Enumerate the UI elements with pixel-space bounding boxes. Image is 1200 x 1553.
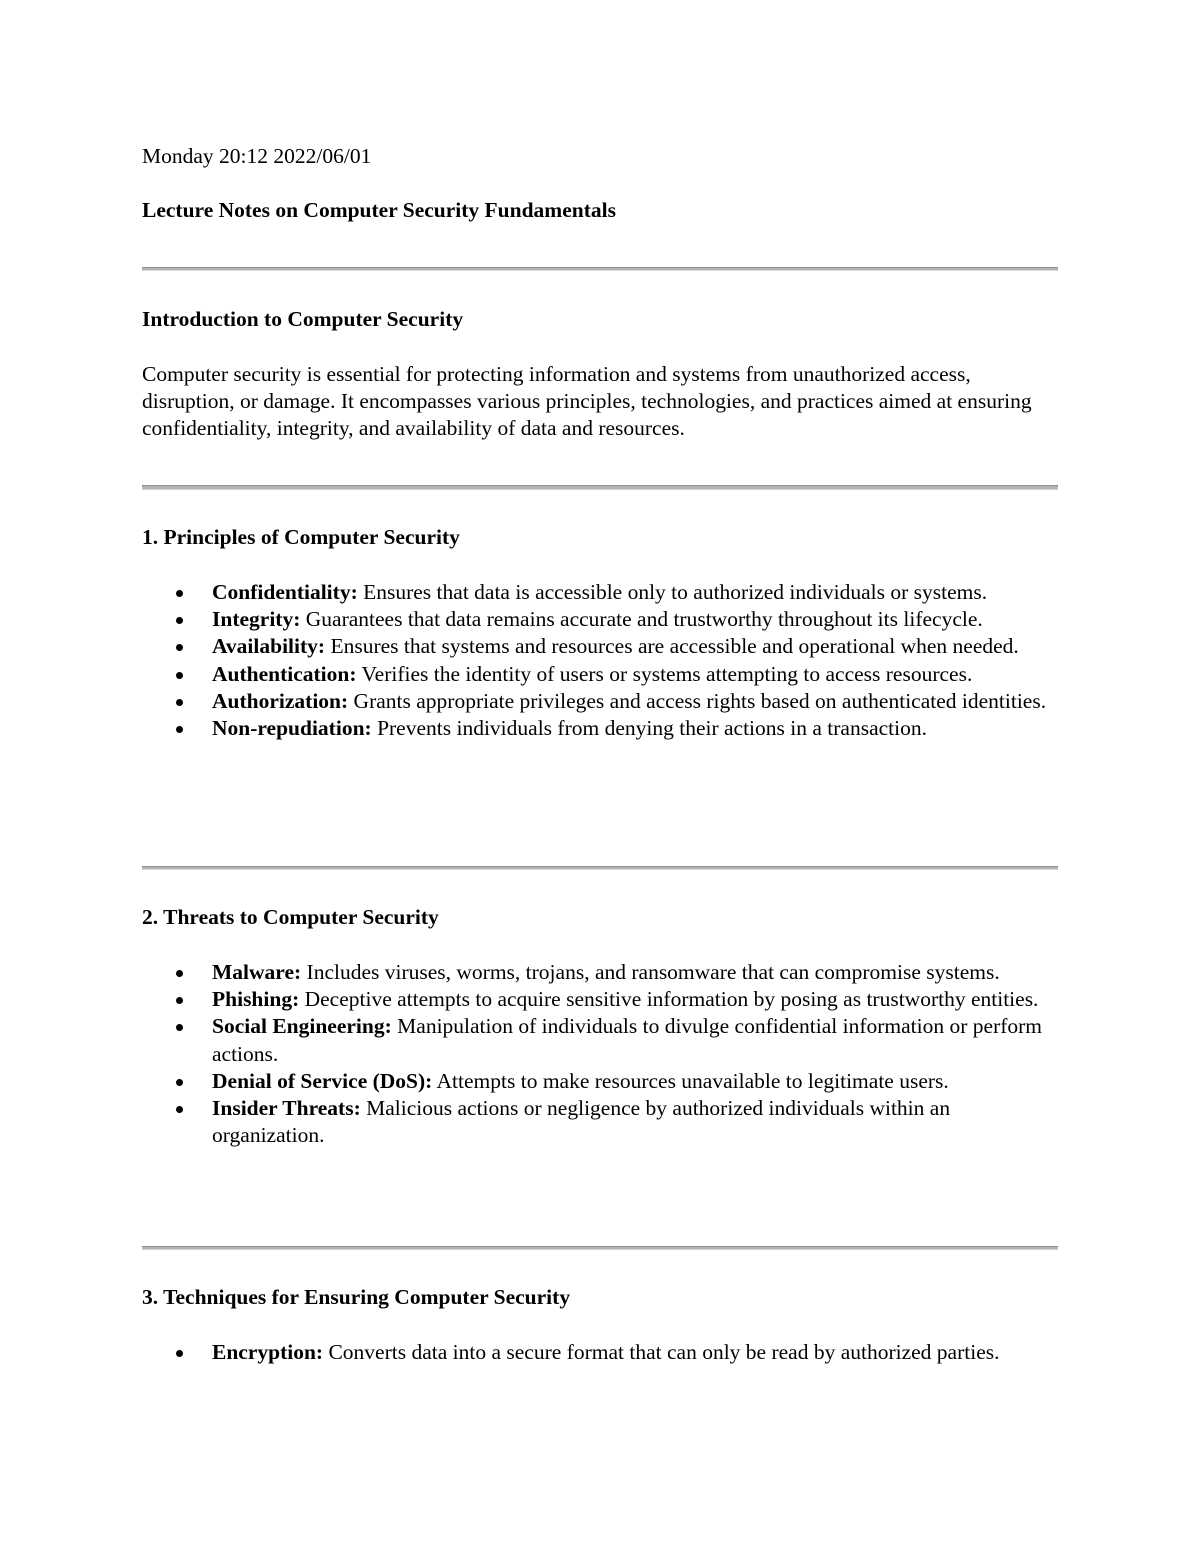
bullet-icon <box>176 644 183 651</box>
list-item <box>212 606 1058 633</box>
bullet-icon <box>176 699 183 706</box>
bullet-icon <box>176 1079 183 1086</box>
list-item <box>212 1068 1058 1095</box>
bullet-icon <box>176 672 183 679</box>
threats-list <box>142 959 1058 1149</box>
bullet-icon <box>176 1106 183 1113</box>
list-item-term: Availability: <box>212 634 326 659</box>
list-item <box>212 579 1058 606</box>
intro-heading: Introduction to Computer Security <box>142 307 464 331</box>
list-item-term: Authentication: <box>212 661 357 686</box>
list-item-text: Attempts to make resources unavailable to legitimate users. <box>432 1068 949 1093</box>
bullet-icon <box>176 617 183 624</box>
horizontal-rule <box>142 866 1058 870</box>
horizontal-rule <box>142 267 1058 271</box>
bullet-icon <box>176 590 183 597</box>
document-title: Lecture Notes on Computer Security Fundamentals <box>142 198 616 222</box>
horizontal-rule <box>142 485 1058 490</box>
list-item-text: Grants appropriate privileges and access rights based on authenticated identities. <box>348 688 1047 713</box>
list-item-text: Malicious actions or negligence by authorized individuals within an organization. <box>212 1096 951 1148</box>
bullet-icon <box>176 1024 183 1031</box>
techniques-heading: 3. Techniques for Ensuring Computer Security <box>142 1285 571 1309</box>
bullet-icon <box>176 970 183 977</box>
bullet-icon <box>176 726 183 733</box>
list-item-text: Guarantees that data remains accurate and trustworthy throughout its lifecycle. <box>300 607 983 632</box>
principles-heading: 1. Principles of Computer Security <box>142 525 460 549</box>
horizontal-rule <box>142 1246 1058 1250</box>
list-item <box>212 959 1058 986</box>
list-item-text: Prevents individuals from denying their actions in a transaction. <box>371 716 927 741</box>
list-item-text: Deceptive attempts to acquire sensitive information by posing as trustworthy entities. <box>299 987 1039 1012</box>
list-item <box>212 1095 1058 1149</box>
list-item-term: Phishing: <box>212 987 300 1012</box>
intro-paragraph: Computer security is essential for protecting information and systems from unauthorized access, disruption, or damage. It encompasses various principles, technologies, and practices aimed at ensuring confidentiality, integrity, and availability of data and resources. <box>142 362 1032 441</box>
bullet-icon <box>176 1350 183 1357</box>
list-item-term: Encryption: <box>212 1340 324 1364</box>
techniques-list <box>142 1339 1058 1366</box>
list-item-term: Non-repudiation: <box>212 716 372 741</box>
list-item-term: Insider Threats: <box>212 1096 361 1121</box>
list-item <box>212 715 1058 742</box>
document-datetime: Monday 20:12 2022/06/01 <box>142 144 372 168</box>
threats-heading: 2. Threats to Computer Security <box>142 905 439 929</box>
list-item <box>212 986 1058 1013</box>
list-item <box>212 633 1058 660</box>
list-item-text: Manipulation of individuals to divulge confidential information or perform actions. <box>212 1014 1043 1066</box>
list-item-term: Authorization: <box>212 688 349 713</box>
list-item-term: Malware: <box>212 960 302 984</box>
list-item-text: Converts data into a secure format that can only be read by authorized parties. <box>323 1340 1000 1364</box>
list-item <box>212 1013 1058 1067</box>
list-item-term: Confidentiality: <box>212 580 358 604</box>
list-item <box>212 661 1058 688</box>
list-item <box>212 1339 1058 1366</box>
list-item-text: Ensures that data is accessible only to authorized individuals or systems. <box>357 580 988 604</box>
bullet-icon <box>176 997 183 1004</box>
list-item-term: Integrity: <box>212 607 301 632</box>
list-item-term: Denial of Service (DoS): <box>212 1068 433 1093</box>
list-item-text: Ensures that systems and resources are accessible and operational when needed. <box>325 634 1019 659</box>
list-item-text: Verifies the identity of users or systems attempting to access resources. <box>356 661 973 686</box>
principles-list <box>142 579 1058 742</box>
list-item <box>212 688 1058 715</box>
list-item-term: Social Engineering: <box>212 1014 392 1039</box>
list-item-text: Includes viruses, worms, trojans, and ransomware that can compromise systems. <box>301 960 1000 984</box>
